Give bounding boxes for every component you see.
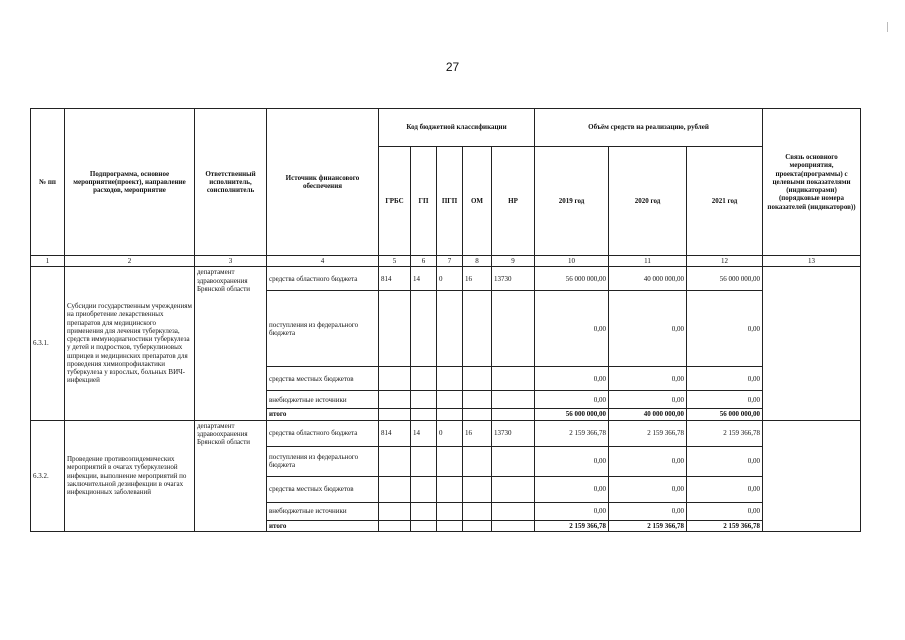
header-2020: 2020 год — [609, 147, 687, 256]
header-gp: ГП — [411, 147, 437, 256]
amount-2019: 0,00 — [535, 291, 609, 367]
om-cell — [463, 502, 492, 520]
section-executor: департамент здравоохранения Брянской области — [195, 420, 267, 531]
column-number: 10 — [535, 256, 609, 267]
amount-2021: 0,00 — [687, 446, 763, 476]
column-number: 7 — [437, 256, 463, 267]
amount-2020: 0,00 — [609, 367, 687, 391]
om-cell — [463, 446, 492, 476]
header-2021: 2021 год — [687, 147, 763, 256]
source-cell: итого — [267, 520, 379, 531]
section-title: Субсидии государственным учреждениям на приобретение лекарственных препаратов для медицинского применения для лечения туберкулеза, средств иммунодиагностики туберкулеза у детей и подростков, туберкулиновых шприцев и медицинских препаратов для проведения химиопрофилактики туберкулеза у взрослых, больных ВИЧ-инфекцией — [65, 267, 195, 420]
total-2020: 2 159 366,78 — [609, 520, 687, 531]
gp-cell — [411, 391, 437, 409]
amount-2021: 2 159 366,78 — [687, 420, 763, 446]
amount-2020: 0,00 — [609, 476, 687, 502]
gp-cell — [411, 476, 437, 502]
amount-2021: 0,00 — [687, 291, 763, 367]
pgp-cell: 0 — [437, 420, 463, 446]
column-number: 5 — [379, 256, 411, 267]
amount-2020: 0,00 — [609, 291, 687, 367]
pgp-cell — [437, 502, 463, 520]
gp-cell — [411, 502, 437, 520]
page-number: 27 — [445, 60, 460, 74]
section-index: 6.3.1. — [31, 267, 65, 420]
pgp-cell: 0 — [437, 267, 463, 291]
amount-2020: 2 159 366,78 — [609, 420, 687, 446]
amount-2020: 0,00 — [609, 446, 687, 476]
grbs-cell: 814 — [379, 420, 411, 446]
om-cell — [463, 291, 492, 367]
amount-2021: 56 000 000,00 — [687, 267, 763, 291]
amount-2019: 0,00 — [535, 367, 609, 391]
grbs-cell — [379, 367, 411, 391]
header-2019: 2019 год — [535, 147, 609, 256]
header-executor: Ответственный исполнитель, соисполнитель — [195, 109, 267, 256]
amount-2019: 2 159 366,78 — [535, 420, 609, 446]
om-cell — [463, 520, 492, 531]
gp-cell — [411, 409, 437, 420]
nr-cell — [492, 409, 535, 420]
pgp-cell — [437, 409, 463, 420]
nr-cell — [492, 520, 535, 531]
amount-2019: 0,00 — [535, 476, 609, 502]
amount-2021: 0,00 — [687, 502, 763, 520]
grbs-cell — [379, 476, 411, 502]
column-number: 6 — [411, 256, 437, 267]
header-pgp: ПГП — [437, 147, 463, 256]
om-cell — [463, 476, 492, 502]
nr-cell — [492, 446, 535, 476]
grbs-cell — [379, 409, 411, 420]
header-source: Источник финансового обеспечения — [267, 109, 379, 256]
budget-table — [30, 108, 861, 532]
amount-2021: 0,00 — [687, 476, 763, 502]
source-cell: средства местных бюджетов — [267, 476, 379, 502]
source-cell: внебюджетные источники — [267, 502, 379, 520]
grbs-cell — [379, 391, 411, 409]
pgp-cell — [437, 291, 463, 367]
gp-cell — [411, 291, 437, 367]
column-number: 4 — [267, 256, 379, 267]
gp-cell — [411, 520, 437, 531]
source-cell: поступления из федерального бюджета — [267, 446, 379, 476]
grbs-cell — [379, 291, 411, 367]
nr-cell: 13730 — [492, 267, 535, 291]
gp-cell — [411, 446, 437, 476]
amount-2020: 40 000 000,00 — [609, 267, 687, 291]
column-number: 1 — [31, 256, 65, 267]
header-nr: НР — [492, 147, 535, 256]
indicator-link-cell — [763, 267, 861, 420]
nr-cell — [492, 291, 535, 367]
amount-2019: 56 000 000,00 — [535, 267, 609, 291]
column-number: 13 — [763, 256, 861, 267]
section-index: 6.3.2. — [31, 420, 65, 531]
om-cell — [463, 391, 492, 409]
om-cell: 16 — [463, 267, 492, 291]
nr-cell — [492, 502, 535, 520]
source-cell: внебюджетные источники — [267, 391, 379, 409]
column-number: 12 — [687, 256, 763, 267]
nr-cell — [492, 367, 535, 391]
gp-cell: 14 — [411, 420, 437, 446]
header-volume: Объём средств на реализацию, рублей — [535, 109, 763, 147]
nr-cell — [492, 391, 535, 409]
header-program: Подпрограмма, основное мероприятие(проект), направление расходов, мероприятие — [65, 109, 195, 256]
amount-2020: 0,00 — [609, 391, 687, 409]
header-budget-code: Код бюджетной классификации — [379, 109, 535, 147]
header-grbs: ГРБС — [379, 147, 411, 256]
total-2019: 2 159 366,78 — [535, 520, 609, 531]
pgp-cell — [437, 446, 463, 476]
table-row — [31, 267, 861, 291]
grbs-cell — [379, 446, 411, 476]
pgp-cell — [437, 476, 463, 502]
amount-2019: 0,00 — [535, 446, 609, 476]
column-number: 9 — [492, 256, 535, 267]
gp-cell — [411, 367, 437, 391]
section-title: Проведение противоэпидемических мероприятий в очагах туберкулезной инфекции, выполнение мероприятий по заключительной дезинфекции в очагах инфекционных заболеваний — [65, 420, 195, 531]
nr-cell: 13730 — [492, 420, 535, 446]
pgp-cell — [437, 391, 463, 409]
amount-2021: 0,00 — [687, 367, 763, 391]
grbs-cell: 814 — [379, 267, 411, 291]
header-om: ОМ — [463, 147, 492, 256]
om-cell: 16 — [463, 420, 492, 446]
total-2020: 40 000 000,00 — [609, 409, 687, 420]
header-num: № пп — [31, 109, 65, 256]
indicator-link-cell — [763, 420, 861, 531]
om-cell — [463, 367, 492, 391]
amount-2019: 0,00 — [535, 502, 609, 520]
column-number: 8 — [463, 256, 492, 267]
scan-edge-mark — [887, 22, 888, 32]
gp-cell: 14 — [411, 267, 437, 291]
column-number: 2 — [65, 256, 195, 267]
source-cell: средства областного бюджета — [267, 420, 379, 446]
nr-cell — [492, 476, 535, 502]
source-cell: средства областного бюджета — [267, 267, 379, 291]
column-number: 11 — [609, 256, 687, 267]
table-row — [31, 420, 861, 446]
source-cell: средства местных бюджетов — [267, 367, 379, 391]
pgp-cell — [437, 367, 463, 391]
amount-2020: 0,00 — [609, 502, 687, 520]
pgp-cell — [437, 520, 463, 531]
total-2021: 2 159 366,78 — [687, 520, 763, 531]
total-2019: 56 000 000,00 — [535, 409, 609, 420]
amount-2021: 0,00 — [687, 391, 763, 409]
amount-2019: 0,00 — [535, 391, 609, 409]
grbs-cell — [379, 520, 411, 531]
source-cell: поступления из федерального бюджета — [267, 291, 379, 367]
header-link: Связь основного мероприятия, проекта(программы) с целевыми показателями (индикаторами) (порядковые номера показателей (индикаторов)) — [763, 109, 861, 256]
source-cell: итого — [267, 409, 379, 420]
total-2021: 56 000 000,00 — [687, 409, 763, 420]
section-executor: департамент здравоохранения Брянской области — [195, 267, 267, 420]
column-number: 3 — [195, 256, 267, 267]
om-cell — [463, 409, 492, 420]
grbs-cell — [379, 502, 411, 520]
